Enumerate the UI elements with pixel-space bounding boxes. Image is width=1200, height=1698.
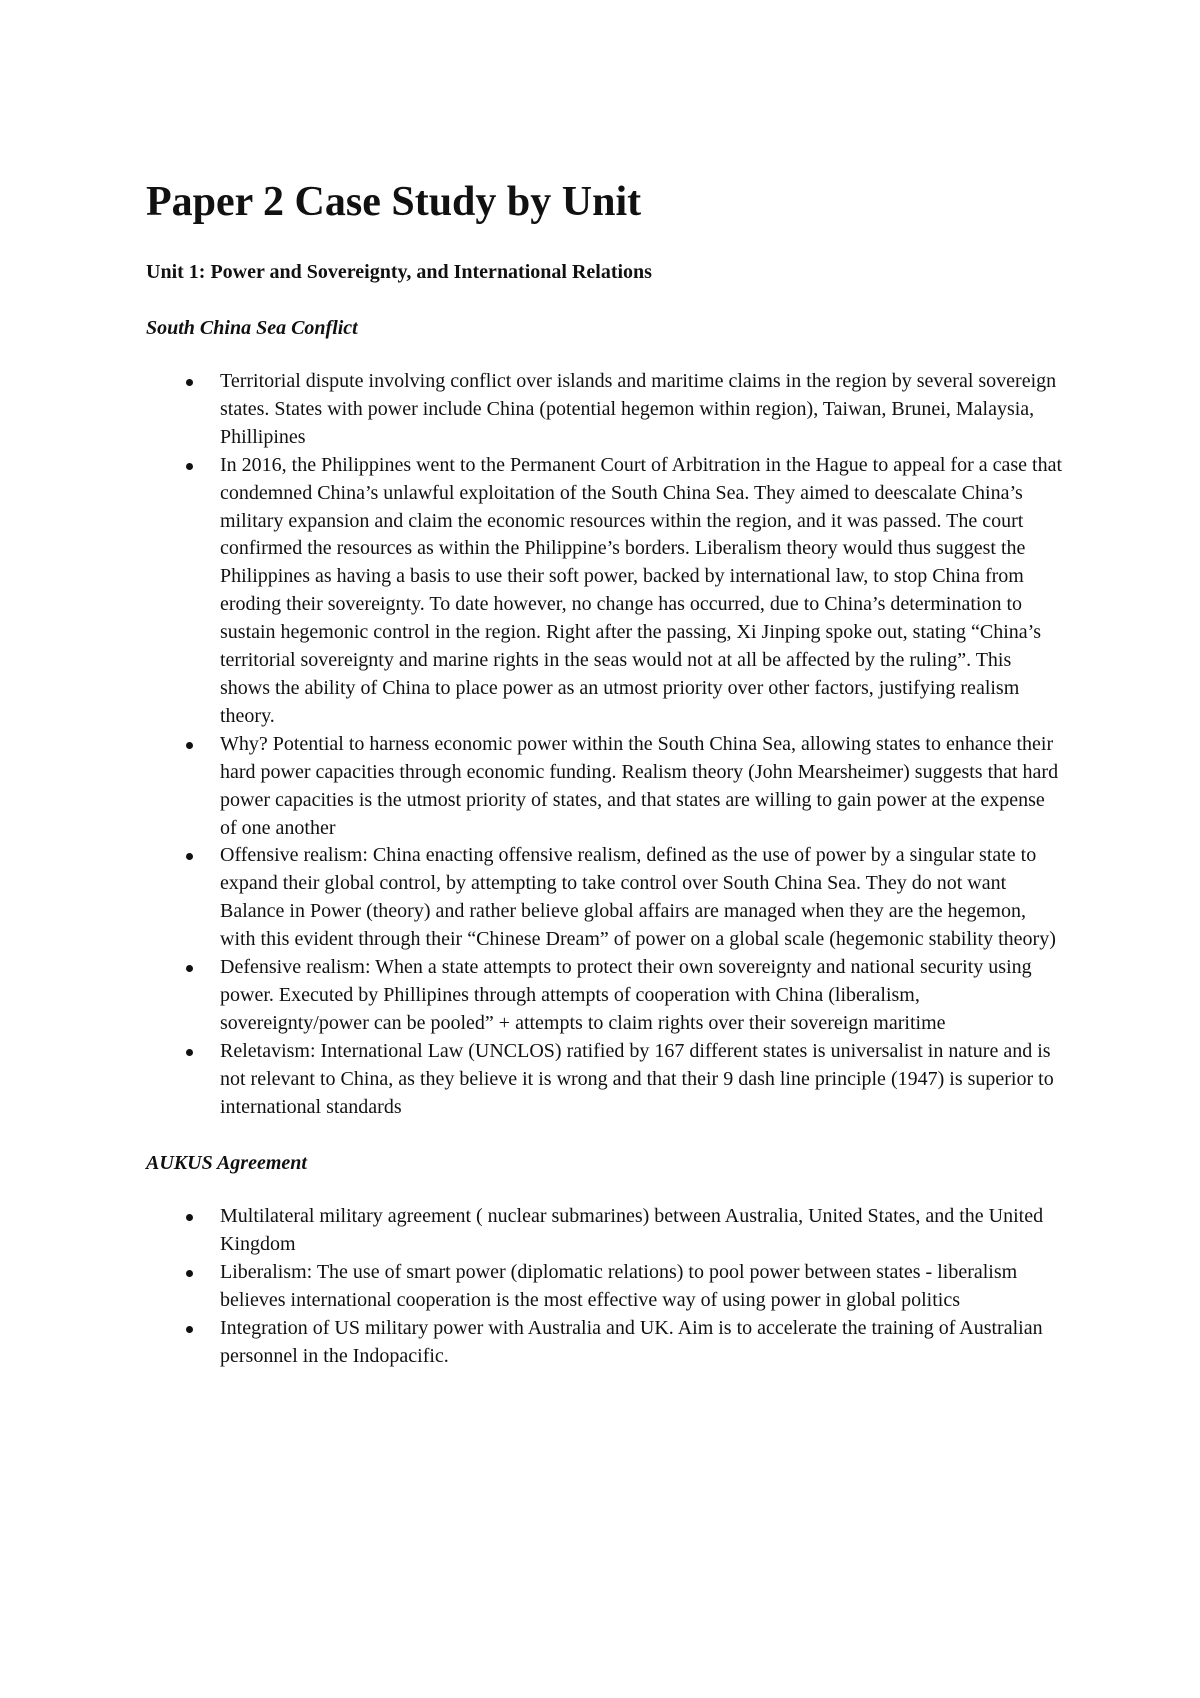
list-item — [146, 1203, 1066, 1259]
section-heading: AUKUS Agreement — [146, 1152, 307, 1175]
list-item-text: Territorial dispute involving conflict over islands and maritime claims in the region by several sovereign states. States with power include China (potential hegemon within region), Taiwan, Brunei, Malaysia, Phillipines — [220, 370, 1057, 448]
bullet-icon — [186, 853, 193, 860]
list-item-text: Liberalism: The use of smart power (diplomatic relations) to pool power between states - liberalism believes international cooperation is the most effective way of using power in global politics — [220, 1261, 1018, 1312]
document-title: Paper 2 Case Study by Unit — [146, 179, 642, 225]
list-item — [146, 452, 1066, 731]
list-item — [146, 1038, 1066, 1122]
document-body — [146, 176, 1066, 1371]
bullet-icon — [186, 463, 193, 470]
bullet-icon — [186, 1326, 193, 1333]
list-item — [146, 368, 1066, 452]
list-item-text: Defensive realism: When a state attempts to protect their own sovereignty and national security using power. Executed by Phillipines through attempts of cooperation with China (liberalism, sovereignty/power can be pooled” + attempts to claim rights over their sovereign maritime — [220, 956, 1032, 1034]
section-aukus — [146, 1149, 1066, 1370]
bullet-icon — [186, 379, 193, 386]
section-heading: South China Sea Conflict — [146, 317, 358, 339]
bullet-list — [146, 1203, 1066, 1370]
bullet-icon — [186, 1214, 193, 1221]
unit-heading: Unit 1: Power and Sovereignty, and International Relations — [146, 261, 652, 283]
list-item — [146, 1315, 1066, 1371]
bullet-icon — [186, 965, 193, 972]
list-item-text: Multilateral military agreement ( nuclear submarines) between Australia, United States, and the United Kingdom — [220, 1205, 1044, 1256]
list-item-text: Offensive realism: China enacting offensive realism, defined as the use of power by a singular state to expand their global control, by attempting to take control over South China Sea. They do not want Balance in Power (theory) and rather believe global affairs are managed when they are the hegemon, with this evident through their “Chinese Dream” of power on a global scale (hegemonic stability theory) — [220, 844, 1056, 951]
list-item-text: Integration of US military power with Australia and UK. Aim is to accelerate the training of Australian personnel in the Indopacific. — [220, 1317, 1043, 1367]
list-item — [146, 842, 1066, 954]
list-item-text: In 2016, the Philippines went to the Permanent Court of Arbitration in the Hague to appeal for a case that condemned China’s unlawful exploitation of the South China Sea. They aimed to deescalate China’s military expansion and claim the economic resources within the region, and it was passed. The court confirmed the resources as within the Philippine’s borders. Liberalism theory would thus suggest the Philippines as having a basis to use their soft power, backed by international law, to stop China from eroding their sovereignty. To date however, no change has occurred, due to China’s determination to sustain hegemonic control in the region. Right after the passing, Xi Jinping spoke out, stating “China’s territorial sovereignty and marine rights in the seas would not at all be affected by the ruling”. This shows the ability of China to place power as an utmost priority over other factors, justifying realism theory. — [220, 453, 1063, 727]
list-item-text: Why? Potential to harness economic power within the South China Sea, allowing states to enhance their hard power capacities through economic funding. Realism theory (John Mearsheimer) suggests that hard power capacities is the utmost priority of states, and that states are willing to gain power at the expense of one another — [220, 732, 1059, 839]
list-item — [146, 954, 1066, 1038]
bullet-list — [146, 368, 1066, 1121]
bullet-icon — [186, 1270, 193, 1277]
list-item-text: Reletavism: International Law (UNCLOS) ratified by 167 different states is universalist in nature and is not relevant to China, as they believe it is wrong and that their 9 dash line principle (1947) is superior to international standards — [220, 1039, 1054, 1118]
list-item — [146, 731, 1066, 843]
list-item — [146, 1259, 1066, 1315]
bullet-icon — [186, 742, 193, 749]
bullet-icon — [186, 1049, 193, 1056]
section-south-china-sea — [146, 314, 1066, 1121]
